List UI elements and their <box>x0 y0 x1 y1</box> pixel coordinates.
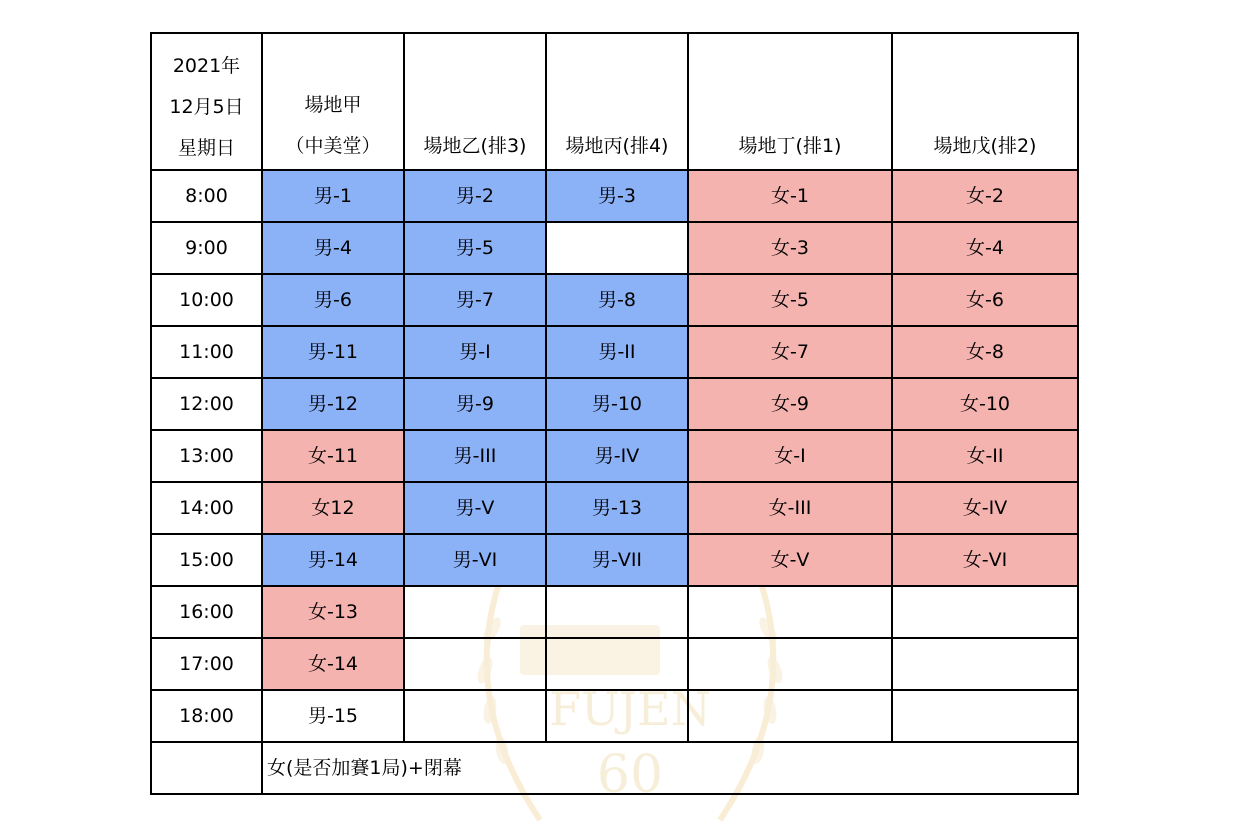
match-cell-female: 女-I <box>688 430 892 482</box>
time-cell: 14:00 <box>151 482 262 534</box>
match-cell-female: 女-14 <box>262 638 404 690</box>
match-cell <box>892 690 1078 742</box>
venue-name: 場地丙(排4) <box>565 135 669 158</box>
venue-header-wu <box>892 33 1078 170</box>
date-cell <box>151 33 262 170</box>
match-cell <box>404 690 546 742</box>
match-cell <box>892 638 1078 690</box>
match-cell <box>892 586 1078 638</box>
match-cell-female: 女-4 <box>892 222 1078 274</box>
match-cell-female: 女-1 <box>688 170 892 222</box>
match-cell <box>546 222 688 274</box>
time-row <box>151 586 1078 638</box>
match-cell <box>688 586 892 638</box>
header-row <box>151 33 1078 170</box>
match-cell-male: 男-14 <box>262 534 404 586</box>
match-cell-male: 男-4 <box>262 222 404 274</box>
match-cell <box>404 638 546 690</box>
match-cell-male: 男-3 <box>546 170 688 222</box>
match-cell <box>546 586 688 638</box>
match-cell <box>688 690 892 742</box>
time-cell: 8:00 <box>151 170 262 222</box>
match-cell-male: 男-5 <box>404 222 546 274</box>
match-cell-male: 男-1 <box>262 170 404 222</box>
schedule-table <box>150 32 1079 795</box>
time-cell: 9:00 <box>151 222 262 274</box>
match-cell-male: 男-6 <box>262 274 404 326</box>
match-cell-male: 男-2 <box>404 170 546 222</box>
match-cell-male: 男-12 <box>262 378 404 430</box>
match-cell-female: 女-13 <box>262 586 404 638</box>
venue-name: 場地甲 <box>304 94 362 117</box>
time-cell: 12:00 <box>151 378 262 430</box>
match-cell-male: 男-9 <box>404 378 546 430</box>
match-cell <box>688 638 892 690</box>
match-cell <box>546 638 688 690</box>
match-cell-male: 男-VII <box>546 534 688 586</box>
date-weekday: 星期日 <box>177 137 235 159</box>
time-row <box>151 638 1078 690</box>
match-cell-female: 女-3 <box>688 222 892 274</box>
match-cell-male: 男-II <box>546 326 688 378</box>
time-cell: 18:00 <box>151 690 262 742</box>
time-cell: 11:00 <box>151 326 262 378</box>
match-cell-female: 女-III <box>688 482 892 534</box>
venue-header-jia <box>262 33 404 170</box>
match-cell-female: 女-VI <box>892 534 1078 586</box>
match-cell-male: 男-III <box>404 430 546 482</box>
time-cell: 15:00 <box>151 534 262 586</box>
match-cell-male: 男-8 <box>546 274 688 326</box>
watermark-line2: 60 <box>596 745 664 805</box>
match-cell-male: 男-7 <box>404 274 546 326</box>
venue-subtitle: （中美堂） <box>285 135 381 158</box>
match-cell-female: 女-V <box>688 534 892 586</box>
time-row <box>151 170 1078 222</box>
time-row <box>151 326 1078 378</box>
time-row <box>151 690 1078 742</box>
match-cell-male: 男-IV <box>546 430 688 482</box>
match-cell-female: 女-IV <box>892 482 1078 534</box>
match-cell-male: 男-11 <box>262 326 404 378</box>
closing-row <box>151 742 1078 794</box>
venue-name: 場地丁(排1) <box>738 135 842 158</box>
time-cell: 16:00 <box>151 586 262 638</box>
time-row <box>151 222 1078 274</box>
match-cell-male: 男-13 <box>546 482 688 534</box>
match-cell-female: 女-II <box>892 430 1078 482</box>
match-cell-female: 女-6 <box>892 274 1078 326</box>
match-cell-female: 女-11 <box>262 430 404 482</box>
match-cell-male: 男-10 <box>546 378 688 430</box>
match-cell-male: 男-V <box>404 482 546 534</box>
date-year: 2021年 <box>172 55 241 77</box>
time-row <box>151 534 1078 586</box>
venue-header-ding <box>688 33 892 170</box>
venue-name: 場地戊(排2) <box>933 135 1037 158</box>
time-row <box>151 482 1078 534</box>
time-cell: 10:00 <box>151 274 262 326</box>
time-row <box>151 430 1078 482</box>
date-day: 12月5日 <box>169 96 244 118</box>
time-row <box>151 274 1078 326</box>
time-row <box>151 378 1078 430</box>
match-cell <box>546 690 688 742</box>
match-cell-female: 女-7 <box>688 326 892 378</box>
match-cell-female: 女12 <box>262 482 404 534</box>
match-cell-female: 女-10 <box>892 378 1078 430</box>
match-cell-male: 男-VI <box>404 534 546 586</box>
venue-name: 場地乙(排3) <box>423 135 527 158</box>
match-cell-male: 男-I <box>404 326 546 378</box>
closing-time-cell <box>151 742 262 794</box>
match-cell: 男-15 <box>262 690 404 742</box>
watermark-line1: FUJEN <box>549 682 711 736</box>
venue-header-yi <box>404 33 546 170</box>
time-cell: 17:00 <box>151 638 262 690</box>
match-cell-female: 女-8 <box>892 326 1078 378</box>
time-cell: 13:00 <box>151 430 262 482</box>
match-cell <box>404 586 546 638</box>
match-cell-female: 女-9 <box>688 378 892 430</box>
match-cell-female: 女-2 <box>892 170 1078 222</box>
closing-note: 女(是否加賽1局)+閉幕 <box>262 742 1078 794</box>
match-cell-female: 女-5 <box>688 274 892 326</box>
venue-header-bing <box>546 33 688 170</box>
